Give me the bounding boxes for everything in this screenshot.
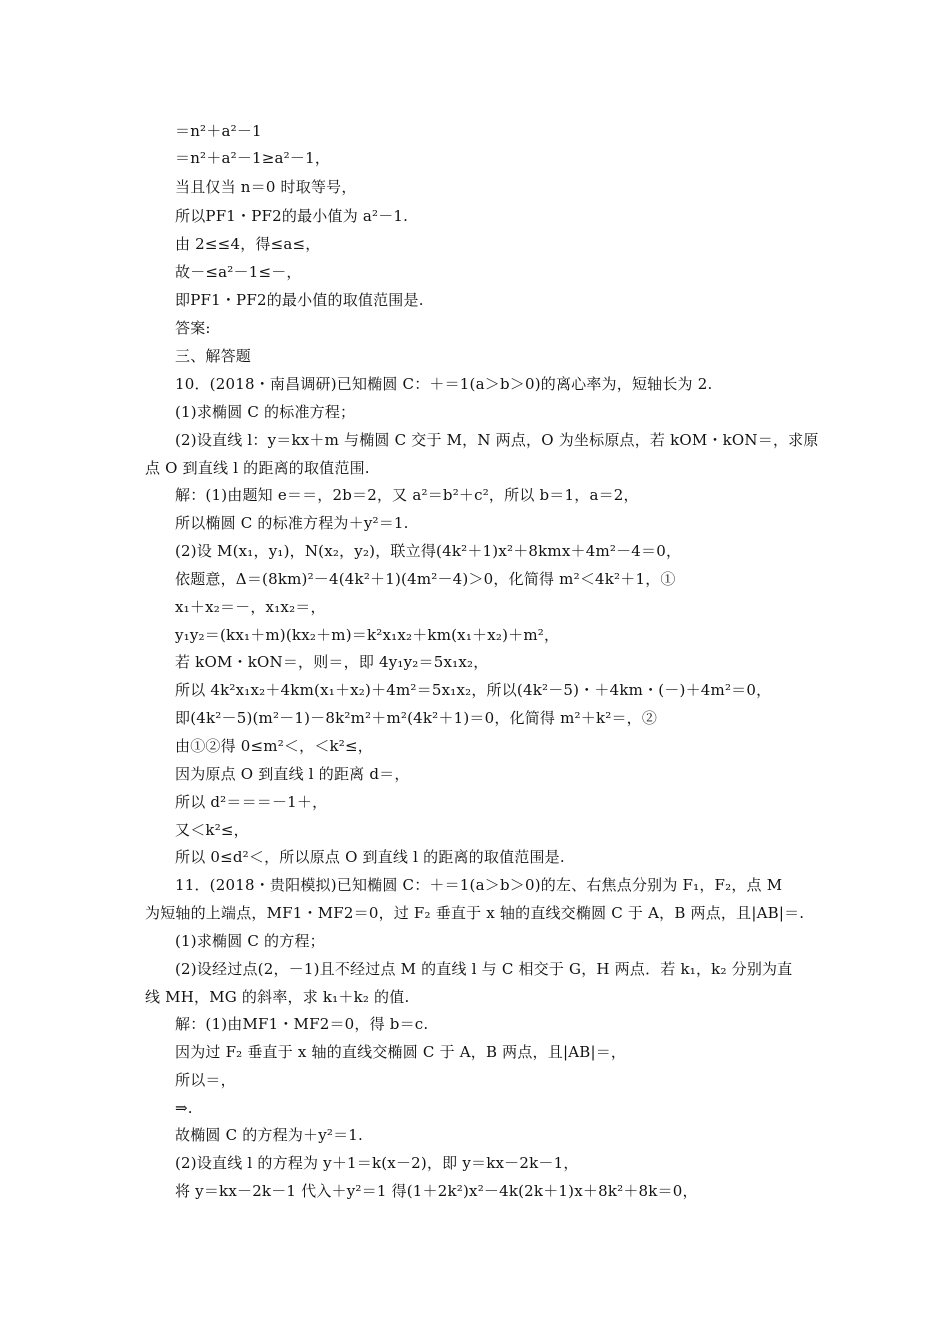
- problem-11-part-1: (1)求椭圆 C 的方程；: [175, 932, 325, 950]
- solution-11-line-6: (2)设直线 l 的方程为 y＋1＝k(x－2)，即 y＝kx－2k－1，: [175, 1154, 579, 1172]
- problem-11-statement: 11．(2018・贵阳模拟)已知椭圆 C：＋＝1(a＞b＞0)的左、右焦点分别为 F₁，F₂，点 M: [175, 876, 783, 894]
- problem-10-part-2-cont: 点 O 到直线 l 的距离的取值范围.: [145, 459, 370, 477]
- text-line-1: ＝n²＋a²－1: [175, 122, 262, 140]
- solution-10-line-2: 所以椭圆 C 的标准方程为＋y²＝1.: [175, 514, 409, 532]
- solution-10-line-7: 若 kOM・kON＝，则＝，即 4y₁y₂＝5x₁x₂，: [175, 653, 489, 671]
- problem-11-part-2-cont: 线 MH，MG 的斜率，求 k₁＋k₂ 的值.: [145, 988, 410, 1006]
- solution-10-line-13: 又＜k²≤，: [175, 821, 249, 839]
- solution-10-line-8: 所以 4k²x₁x₂＋4km(x₁＋x₂)＋4m²＝5x₁x₂，所以(4k²－5)・＋4km・(－)＋4m²＝0，: [175, 681, 772, 699]
- solution-11-line-2: 因为过 F₂ 垂直于 x 轴的直线交椭圆 C 于 A，B 两点，且|AB|＝，: [175, 1043, 627, 1061]
- solution-11-line-1: 解：(1)由MF1・MF2＝0，得 b＝c.: [175, 1015, 429, 1033]
- section-heading: 三、解答题: [175, 347, 252, 365]
- problem-10-part-2: (2)设直线 l：y＝kx＋m 与椭圆 C 交于 M，N 两点，O 为坐标原点，若 kOM・kON＝，求原: [175, 431, 819, 449]
- solution-10-line-12: 所以 d²＝＝＝－1＋，: [175, 793, 328, 811]
- solution-10-line-4: 依题意，Δ＝(8km)²－4(4k²＋1)(4m²－4)＞0，化简得 m²＜4k²＋1，①: [175, 570, 676, 588]
- text-line-5: 由 2≤≤4，得≤a≤，: [175, 235, 321, 253]
- solution-10-line-14: 所以 0≤d²＜，所以原点 O 到直线 l 的距离的取值范围是.: [175, 848, 565, 866]
- problem-11-part-2: (2)设经过点(2，－1)且不经过点 M 的直线 l 与 C 相交于 G，H 两点．若 k₁，k₂ 分别为直: [175, 960, 793, 978]
- solution-10-line-3: (2)设 M(x₁，y₁)，N(x₂，y₂)，联立得(4k²＋1)x²＋8kmx＋4m²－4＝0，: [175, 542, 682, 560]
- text-line-4: 所以PF1・PF2的最小值为 a²－1.: [175, 207, 409, 225]
- problem-10-part-1: (1)求椭圆 C 的标准方程；: [175, 403, 356, 421]
- solution-11-line-3: 所以＝，: [175, 1071, 236, 1089]
- solution-10-line-6: y₁y₂＝(kx₁＋m)(kx₂＋m)＝k²x₁x₂＋km(x₁＋x₂)＋m²，: [175, 626, 560, 644]
- solution-10-line-11: 因为原点 O 到直线 l 的距离 d＝，: [175, 765, 410, 783]
- solution-11-line-4: ⇒.: [175, 1099, 193, 1117]
- problem-11-statement-cont: 为短轴的上端点，MF1・MF2＝0，过 F₂ 垂直于 x 轴的直线交椭圆 C 于 A，B 两点，且|AB|＝.: [145, 904, 805, 922]
- text-line-2: ＝n²＋a²－1≥a²－1，: [175, 149, 331, 167]
- solution-11-line-5: 故椭圆 C 的方程为＋y²＝1.: [175, 1126, 364, 1144]
- solution-10-line-9: 即(4k²－5)(m²－1)－8k²m²＋m²(4k²＋1)＝0，化简得 m²＋k²＝，②: [175, 709, 658, 727]
- problem-10-statement: 10．(2018・南昌调研)已知椭圆 C：＋＝1(a＞b＞0)的离心率为，短轴长为 2.: [175, 375, 713, 393]
- answer-label: 答案:: [175, 319, 211, 337]
- text-line-7: 即PF1・PF2的最小值的取值范围是.: [175, 291, 424, 309]
- solution-10-line-10: 由①②得 0≤m²＜，＜k²≤，: [175, 737, 373, 755]
- solution-11-line-7: 将 y＝kx－2k－1 代入＋y²＝1 得(1＋2k²)x²－4k(2k＋1)x＋8k²＋8k＝0，: [175, 1182, 698, 1200]
- text-line-3: 当且仅当 n＝0 时取等号，: [175, 178, 357, 196]
- text-line-6: 故－≤a²－1≤－，: [175, 263, 302, 281]
- solution-10-line-1: 解：(1)由题知 e＝＝，2b＝2，又 a²＝b²＋c²，所以 b＝1，a＝2，: [175, 486, 639, 504]
- solution-10-line-5: x₁＋x₂＝－，x₁x₂＝，: [175, 598, 326, 616]
